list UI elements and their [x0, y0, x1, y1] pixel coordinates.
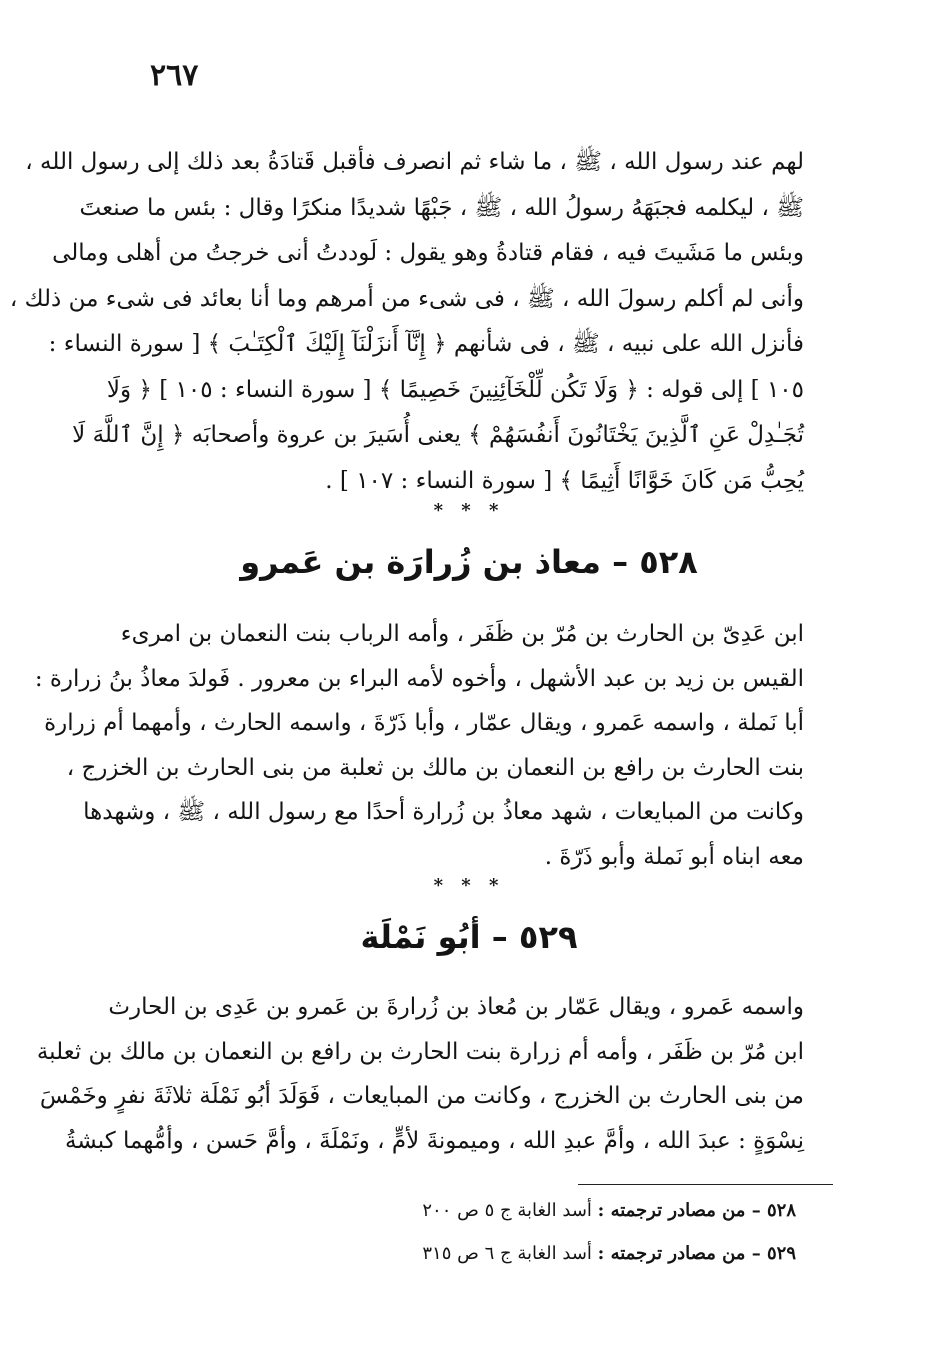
text-line: وكانت من المبايعات ، شهد معاذُ بن زُرارة أحدًا مع رسول الله ، ﷺ ، وشهدها: [83, 799, 804, 826]
text-line: وأنى لم أكلم رسولَ الله ، ﷺ ، فى شىء من أمرهم وما أنا بعائد فى شىء من ذلك ،: [9, 285, 804, 312]
page-number: ٢٦٧: [150, 58, 199, 93]
text-line: معه ابناه أبو نَملة وأبو ذَرّةَ .: [544, 843, 804, 870]
text-line: ابن مُرّ بن ظَفَر ، وأمه أم زرارة بنت الحارث بن رافع بن النعمان بن مالك بن ثعلبة: [36, 1038, 804, 1065]
text-line: تُجَـٰدِلْ عَنِ ٱلَّذِينَ يَخْتَانُونَ أَنفُسَهُمْ ﴾ يعنى أُسَيرَ بن عروة وأصحابَه ﴿ إِنَّ ٱللَّهَ لَا: [72, 422, 804, 448]
text-line: لهم عند رسول الله ، ﷺ ، ما شاء ثم انصرف فأقبل قَتادَةُ بعد ذلك إلى رسول الله ،: [25, 149, 804, 175]
section-528-paragraph: [34, 612, 804, 880]
text-line: ١٠٥ ] إلى قوله : ﴿ وَلَا تَكُن لِّلْخَآئِنِينَ خَصِيمًا ﴾ [ سورة النساء : ١٠٥ ] ﴿ وَلَا: [106, 376, 804, 403]
text-line: نِسْوَةٍ : عبدَ الله ، وأمَّ عبدِ الله ، وميمونةَ لأمٍّ ، ونَمْلَةَ ، وأمَّ حَسن ، وأمُّهما كبشةُ: [64, 1127, 804, 1154]
text-line: بنت الحارث بن رافع بن النعمان بن مالك بن ثعلبة من بنى الحارث بن الخزرج ،: [66, 754, 804, 781]
footnote-divider: [578, 1184, 833, 1185]
text-line: من بنى الحارث بن الخزرج ، وكانت من المبايعات ، فَوَلَدَ أبُو نَمْلَة ثلاثَةَ نفرٍ وخَمْسَ: [39, 1083, 804, 1109]
section-separator: * * *: [433, 500, 505, 521]
footnote-text: أسد الغابة ج ٥ ص ٢٠٠: [422, 1200, 592, 1221]
footnote-text: أسد الغابة ج ٦ ص ٣١٥: [422, 1243, 592, 1264]
footnote-label: ٥٢٨ – من مصادر ترجمته :: [597, 1200, 796, 1221]
text-line: وبئس ما مَشَيتَ فيه ، فقام قتادةُ وهو يقول : لَوددتُ أنى خرجتُ من أهلى ومالى: [52, 240, 804, 266]
footnote-529: [422, 1243, 796, 1264]
text-line: واسمه عَمرو ، ويقال عَمّار بن مُعاذ بن زُرارةَ بن عَمرو بن عَدِى بن الحارث: [108, 994, 804, 1020]
text-line: القيس بن زيد بن عبد الأشهل ، وأخوه لأمه البراء بن معرور . فَولدَ معاذُ بنُ زرارة :: [34, 665, 804, 692]
section-separator: * * *: [433, 875, 505, 896]
text-line: أبا نَملة ، واسمه عَمرو ، ويقال عمّار ، وأبا ذَرّةَ ، واسمه الحارث ، وأمهما أم زرارة: [44, 710, 804, 737]
text-line: ﷺ ، ليكلمه فجبَهَهُ رسولُ الله ، ﷺ ، جَبْهًا شديدًا منكرًا وقال : بئس ما صنعتَ: [79, 194, 804, 221]
section-heading-528: ٥٢٨ – معاذ بن زُرارَة بن عَمرو: [240, 543, 698, 581]
text-line: فأنزل الله على نبيه ، ﷺ ، فى شأنهم ﴿ إِنَّآ أَنزَلْنَآ إِلَيْكَ ٱلْكِتَـٰبَ ﴾ [ سورة النساء :: [48, 331, 804, 357]
footnote-528: [422, 1200, 796, 1221]
text-line: ابن عَدِىّ بن الحارث بن مُرّ بن ظَفَر ، وأمه الرباب بنت النعمان بن امرىء: [120, 621, 804, 647]
footnote-label: ٥٢٩ – من مصادر ترجمته :: [597, 1243, 796, 1264]
section-529-paragraph: [36, 985, 804, 1163]
text-line: يُحِبُّ مَن كَانَ خَوَّانًا أَثِيمًا ﴾ [ سورة النساء : ١٠٧ ] .: [325, 467, 804, 494]
intro-paragraph: [9, 140, 804, 504]
section-heading-529: ٥٢٩ – أبُو نَمْلَة: [360, 918, 578, 956]
